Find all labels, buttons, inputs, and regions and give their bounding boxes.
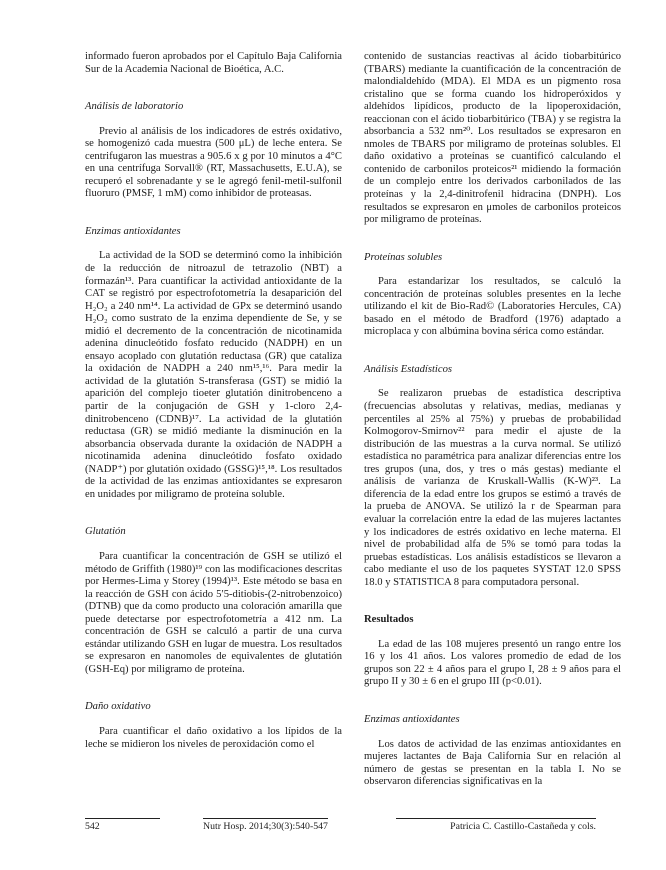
paragraph-sample-preparation: Previo al análisis de los indicadores de estrés oxidativo, se homogenizó cada muestra (500 μL) de leche entera. Se centrifugaron las muestras a 905.6 x g por 10 minutos a 4°C en una centrífuga Sorvall® (RT, Massachusetts, E.U.A), se recuperó el sobrenadante y se le agregó fenil-metil-sulfonil fluoruro (PMSF, 1 mM) como inhibidor de proteasas. [85,125,342,200]
heading-resultados: Resultados [364,614,414,626]
paragraph-results-ages: La edad de las 108 mujeres presentó un rango entre los 16 y los 41 años. Los valores promedio de edad de los grupos son 22 ± 4 años para el grupo I, 28 ± 9 años para el grupo II y 30 ± 6 en el grupo III (p<0.01). [364,638,621,688]
paragraph-gsh-method: Para cuantificar la concentración de GSH se utilizó el método de Griffith (1980)¹⁹ con las modificaciones descritas por Hermes-Lima y Storey (1994)¹³. Este método se basa en la reacción de GSH con ácido 5′5-ditiobis-(2-nitrobenzoico) (DTNB) que da como producto una coloración amarilla que puede detectarse por espectrofotometría a 412 nm. La concentración de GSH se calculó a partir de una curva estándar utilizando GSH en lugar de muestra. Los resultados se expresaron en nanomoles de equivalentes de glutatión (GSH-Eq) por miligramo de proteína. [85,550,342,675]
heading-enzimas-antioxidantes: Enzimas antioxidantes [85,225,181,237]
paragraph-oxidative-damage-intro: Para cuantificar el daño oxidativo a los lípidos de la leche se midieron los niveles de peroxidación como el [85,725,342,750]
heading-enzimas-antioxidantes-resultados: Enzimas antioxidantes [364,713,460,725]
heading-glutation: Glutatión [85,526,126,538]
paragraph-ethics-approval-continuation: informado fueron aprobados por el Capítulo Baja California Sur de la Academia Nacional de Bioética, A.C. [85,51,342,75]
heading-dano-oxidativo: Daño oxidativo [85,701,151,713]
paragraph-tbars-continuation: contenido de sustancias reactivas al ácido tiobarbitúrico (TBARS) mediante la cuantificación de la concentración de malondialdehído (MDA). El MDA es un pigmento rosa cristalino que se forma cuando los hidroperóxidos y aldehídos lipídicos, producto de la lipoperoxidación, reaccionan con el ácido tiobarbitúrico (TBA) y se registra la absorbancia a 532 nm²⁰. Los resultados se expresaron en nmoles de TBARS por miligramo de proteínas solubles. El daño oxidativo a proteínas se cuantificó calculando el contenido de carbonilos proteicos²¹ midiendo la formación de un complejo entre los derivados carbonilados de las proteínas y la 2,4-dinitrofenil hidracina (DNPH). Los resultados se expresaron en μmoles de carbonilos proteicos por miligramo de proteínas. [364,51,621,226]
paragraph-statistical-analysis: Se realizaron pruebas de estadística descriptiva (frecuencias absolutas y relativas, medias, medianas y percentiles al 25% al 75%) y pruebas de probabilidad Kolmogorov-Smirnov²² para medir el ajuste de la distribución de las muestras a la curva normal. Se utilizó estadística no paramétrica para analizar diferencias entre los tres grupos (una, dos, y tres o más gestas) mediante el análisis de varianza de Kruskall-Wallis (K-W)²³. La diferencia de la edad entre los grupos se estimó a través de la prueba de ANOVA. Se utilizó la r de Spearman para evaluar la correlación entre la edad de las mujeres lactantes y los indicadores de estrés oxidativo en leche materna. El nivel de probabilidad alfa de 5% se tomó para todas la pruebas estadísticas. Los análisis estadísticos se llevaron a cabo mediante el uso de los paquetes SYSTAT 12.0 SPSS 18.0 y STATISTICA 8 para computadora personal. [364,388,621,588]
page-number: 542 [85,818,160,833]
heading-analisis-de-laboratorio: Análisis de laboratorio [85,101,184,113]
paragraph-soluble-proteins: Para estandarizar los resultados, se calculó la concentración de proteínas solubles presentes en la leche utilizando el kit de Bio-Rad© (Laboratories Hercules, CA) basado en el método de Bradford (1976) adaptado a microplaca y con albúmina bovina sérica como estándar. [364,276,621,338]
left-column [85,51,342,789]
running-authors: Patricia C. Castillo-Castañeda y cols. [396,818,596,833]
paragraph-enzyme-assays: La actividad de la SOD se determinó como la inhibición de la reducción de nitroazul de tetrazolio (NBT) a formazán¹³. Para cuantificar la actividad antioxidante de la CAT se registró por espectrofotometría la desaparición del H₂O₂ a 240 nm¹⁴. La actividad de GPx se determinó usando H₂O₂ como sustrato de la enzima dependiente de Se, y se midió el decremento de la concentración de nicotinamida adenina dinucleótido fosfato reducido (NADPH) en un ensayo acoplado con glutatión reductasa (GR) que cataliza la oxidación de NADPH a 240 nm¹⁵,¹⁶. Para medir la actividad de la glutatión S-transferasa (GST) se midió la aparición del complejo tioeter glutatión dinitrobenceno a partir de la conjugación de GSH y 1-cloro 2,4-dinitrobenceno (CDNB)¹⁷. La actividad de la glutatión reductasa (GR) se midió mediante la disminución en la absorbancia observada durante la oxidación de NADPH a nicotinamida adenina dinucleótido fosfato oxidado (NADP⁺) por glutatión oxidado (GSSG)¹⁵,¹⁸. Los resultados de la actividad de las enzimas antioxidantes se expresaron en unidades por miligramo de proteína soluble. [85,250,342,500]
heading-analisis-estadisticos: Análisis Estadísticos [364,363,452,375]
heading-proteinas-solubles: Proteínas solubles [364,251,443,263]
right-column [364,51,621,789]
paragraph-results-enzymes: Los datos de actividad de las enzimas antioxidantes en mujeres lactantes de Baja California Sur en relación al número de gestas se presentan en la tabla I. No se observaron diferencias significativas en la [364,738,621,788]
page-footer [0,818,666,858]
journal-citation: Nutr Hosp. 2014;30(3):540-547 [203,818,328,833]
